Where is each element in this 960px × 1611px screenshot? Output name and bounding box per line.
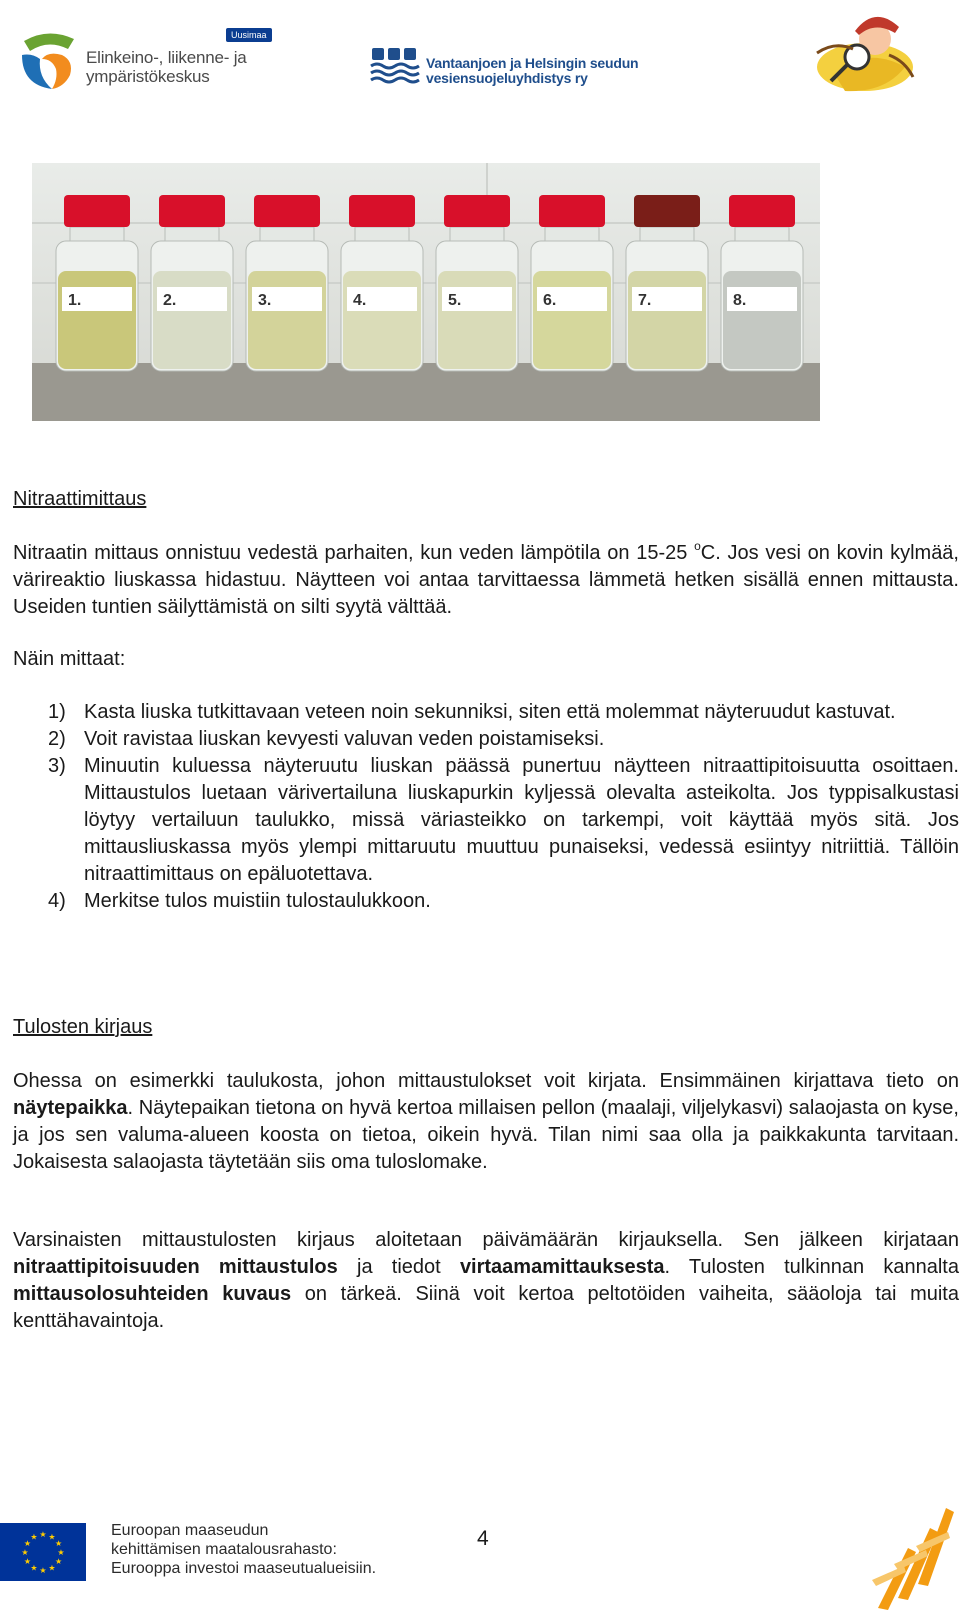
bottle-label: 7. <box>638 292 652 309</box>
bottle-label: 6. <box>543 292 557 309</box>
sample-bottle <box>436 195 518 371</box>
bottle-label: 3. <box>258 292 272 309</box>
eu-star: ★ <box>57 1548 65 1557</box>
bottle-label: 2. <box>163 292 177 309</box>
bottle-label: 5. <box>448 292 462 309</box>
vhvsy-logo-line2: vesiensuojeluyhdistys ry <box>426 70 588 86</box>
intro-text-b: C. Jos vesi on kovin kylmää, värireaktio liuskassa hidastuu. Näytteen voi antaa tarvittaessa lämmetä hetken sisällä ennen mittausta. Useiden tuntien säilyttämistä on silti syytä välttää. <box>13 542 959 618</box>
bottle-cap <box>64 195 130 227</box>
eu-flag-icon <box>0 1523 86 1581</box>
degree-sup: o <box>694 539 701 553</box>
bottle-cap <box>254 195 320 227</box>
step-item <box>13 753 959 888</box>
measurement-steps <box>13 699 959 915</box>
p2-text-d: . Tulosten tulkinnan kannalta <box>664 1256 959 1278</box>
eu-star: ★ <box>48 1532 56 1542</box>
p2-text-e: on tärkeä. Siinä voit kertoa peltotöiden vaiheita, sääoloja tai muita kenttähavaintoja. <box>13 1283 959 1332</box>
p2-bold-conditions: mittausolosuhteiden kuvaus <box>13 1283 292 1305</box>
bottle-label: 1. <box>68 292 82 309</box>
eu-star: ★ <box>39 1530 47 1539</box>
leader-logo-icon <box>868 1488 958 1610</box>
sample-bottle <box>721 195 803 371</box>
bottle-label: 4. <box>353 292 367 309</box>
step-text: Voit ravistaa liuskan kevyesti valuvan veden poistamiseksi. <box>84 728 605 750</box>
sample-bottles-photo <box>32 163 820 421</box>
step-number: 3) <box>48 755 66 777</box>
eu-star: ★ <box>55 1557 63 1566</box>
section-heading-results: Tulosten kirjaus <box>13 1016 153 1038</box>
region-badge: Uusimaa <box>226 28 272 42</box>
water-waves-icon <box>370 44 422 84</box>
intro-text-a: Nitraatin mittaus onnistuu vedestä parhaiten, kun veden lämpötila on 15-25 <box>13 542 695 564</box>
results-paragraph-1 <box>13 1068 959 1176</box>
bottle-cap <box>444 195 510 227</box>
step-number: 2) <box>48 728 66 750</box>
vhvsy-logo-text <box>426 56 638 86</box>
detective-mascot-icon <box>805 5 920 100</box>
step-item <box>13 699 959 726</box>
step-text: Merkitse tulos muistiin tulostaulukkoon. <box>84 890 431 912</box>
eu-star: ★ <box>21 1548 29 1557</box>
p1-text-c: . Näytepaikan tietona on hyvä kertoa millaisen pellon (maalaji, viljelykasvi) salaojasta on kyse, ja jos sen valuma-alueen koosta on tietoa, oikein hyvä. Tilan nimi saa olla ja paikkakunta tarvitaan. Jokaisesta salaojasta täytetään siis oma tuloslomake. <box>13 1097 959 1173</box>
step-text: Minuutin kuluessa näyteruutu liuskan päässä punertuu näytteen nitraattipitoisuutta osoittaen. Mittaustulos luetaan värivertailuna liuskapurkin kyljessä olevalta asteikolta. Jos typpisalkustasi löytyy vertailuun taulukko, missä väriasteikko on tarkempi, voit käyttää myös sitä. Jos mittausliuskassa myös ylempi mittaruutu muuttuu punaiseksi, vedessä esiintyy nitriittiä. Tällöin nitraattimittaus on epäluotettava. <box>84 755 959 885</box>
eu-star: ★ <box>39 1566 47 1575</box>
ely-logo-mark-icon <box>18 29 80 91</box>
eu-line-1: Euroopan maaseudun <box>111 1522 269 1539</box>
ely-logo-line2: ympäristökeskus <box>86 67 210 86</box>
vhvsy-logo-line1: Vantaanjoen ja Helsingin seudun <box>426 55 639 71</box>
step-item <box>13 888 959 915</box>
ely-centre-logo <box>18 24 267 94</box>
bottle-cap <box>539 195 605 227</box>
nitrate-intro-paragraph <box>13 540 959 621</box>
eu-star: ★ <box>23 1539 31 1548</box>
p2-bold-nitrate-result: nitraattipitoisuuden mittaustulos <box>13 1256 338 1278</box>
p2-text-a: Varsinaisten mittaustulosten kirjaus aloitetaan päivämäärän kirjauksella. Sen jälkeen kirjataan <box>13 1229 959 1251</box>
bottle-cap <box>634 195 700 227</box>
sample-bottle <box>531 195 613 371</box>
ely-logo-text <box>86 48 247 86</box>
step-text: Kasta liuska tutkittavaan veteen noin sekunniksi, siten että molemmat näyteruudut kastuvat. <box>84 701 896 723</box>
sample-bottle <box>626 195 708 371</box>
step-item <box>13 726 959 753</box>
bottle-label: 8. <box>733 292 747 309</box>
bottle-cap <box>349 195 415 227</box>
sample-bottle <box>151 195 233 371</box>
eu-line-2: kehittämisen maatalousrahasto: <box>111 1541 337 1558</box>
p1-text-a: Ohessa on esimerkki taulukosta, johon mittaustulokset voit kirjata. Ensimmäinen kirjattava tieto on <box>13 1070 959 1092</box>
sample-bottle <box>341 195 423 371</box>
section-heading-nitrate: Nitraattimittaus <box>13 488 147 510</box>
p2-bold-flow-measurement: virtaamamittauksesta <box>459 1256 665 1278</box>
how-to-label: Näin mittaat: <box>13 648 126 670</box>
p1-bold-sample-site: näytepaikka <box>13 1097 128 1119</box>
p2-text-c: ja tiedot <box>337 1256 460 1278</box>
ely-logo-line1: Elinkeino-, liikenne- ja <box>86 48 247 67</box>
step-number: 1) <box>48 701 66 723</box>
sample-bottle <box>56 195 138 371</box>
eu-star: ★ <box>55 1539 63 1548</box>
bottle-cap <box>159 195 225 227</box>
bottle-cap <box>729 195 795 227</box>
sample-bottle <box>246 195 328 371</box>
eu-funding-text <box>111 1521 376 1578</box>
step-number: 4) <box>48 890 66 912</box>
vhvsy-logo <box>370 42 690 92</box>
eu-star: ★ <box>30 1532 38 1542</box>
eu-star: ★ <box>23 1557 31 1566</box>
eu-star: ★ <box>48 1563 56 1573</box>
results-paragraph-2 <box>13 1227 959 1335</box>
eu-line-3: Eurooppa investoi maaseutualueisiin. <box>111 1560 377 1577</box>
page-number: 4 <box>477 1527 489 1550</box>
eu-star: ★ <box>30 1563 38 1573</box>
